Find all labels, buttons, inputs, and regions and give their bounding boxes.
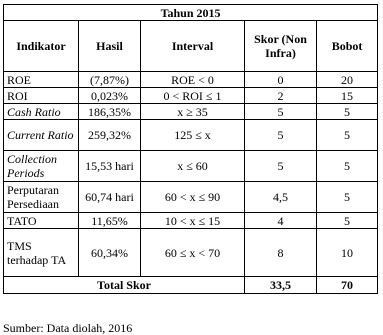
table-header-row (4, 21, 378, 72)
total-label: Total Skor (4, 277, 245, 294)
cell-bobot: 5 (317, 104, 378, 120)
header-interval: Interval (141, 21, 245, 72)
cell-hasil: 259,32% (79, 120, 141, 151)
table-title: Tahun 2015 (4, 5, 378, 21)
cell-interval: 60 < x ≤ 90 (141, 182, 245, 213)
table-row (4, 104, 378, 120)
cell-bobot: 5 (317, 151, 378, 182)
cell-skor: 2 (245, 88, 317, 104)
cell-skor: 8 (245, 229, 317, 277)
cell-interval: x ≥ 35 (141, 104, 245, 120)
cell-bobot: 5 (317, 213, 378, 229)
cell-bobot: 10 (317, 229, 378, 277)
cell-interval: x ≤ 60 (141, 151, 245, 182)
cell-indikator: TATO (4, 213, 79, 229)
cell-hasil: 0,023% (79, 88, 141, 104)
score-table (3, 4, 378, 294)
cell-hasil: 60,74 hari (79, 182, 141, 213)
source-note: Sumber: Data diolah, 2016 (3, 321, 133, 335)
cell-interval: 125 ≤ x (141, 120, 245, 151)
total-bobot: 70 (317, 277, 378, 294)
cell-indikator: Perputaran Persediaan (4, 182, 79, 213)
cell-hasil: 186,35% (79, 104, 141, 120)
cell-hasil: 60,34% (79, 229, 141, 277)
cell-hasil: (7,87%) (79, 72, 141, 88)
cell-bobot: 15 (317, 88, 378, 104)
cell-skor: 0 (245, 72, 317, 88)
cell-hasil: 15,53 hari (79, 151, 141, 182)
table-row (4, 229, 378, 277)
cell-interval: 60 ≤ x < 70 (141, 229, 245, 277)
cell-interval: ROE < 0 (141, 72, 245, 88)
table-row (4, 88, 378, 104)
cell-indikator: Current Ratio (4, 120, 79, 151)
cell-skor: 4,5 (245, 182, 317, 213)
table-row (4, 120, 378, 151)
cell-skor: 5 (245, 151, 317, 182)
header-skor: Skor (Non Infra) (245, 21, 317, 72)
cell-indikator: Cash Ratio (4, 104, 79, 120)
table-row (4, 213, 378, 229)
cell-indikator: ROE (4, 72, 79, 88)
cell-bobot: 5 (317, 182, 378, 213)
cell-indikator: ROI (4, 88, 79, 104)
table-row (4, 182, 378, 213)
cell-indikator: Collection Periods (4, 151, 79, 182)
cell-indikator: TMS terhadap TA (4, 229, 79, 277)
cell-bobot: 5 (317, 120, 378, 151)
total-skor: 33,5 (245, 277, 317, 294)
cell-hasil: 11,65% (79, 213, 141, 229)
cell-skor: 5 (245, 120, 317, 151)
cell-bobot: 20 (317, 72, 378, 88)
table-row (4, 151, 378, 182)
cell-interval: 0 < ROI ≤ 1 (141, 88, 245, 104)
cell-interval: 10 < x ≤ 15 (141, 213, 245, 229)
table-title-row (4, 5, 378, 21)
cell-skor: 5 (245, 104, 317, 120)
header-indikator: Indikator (4, 21, 79, 72)
header-hasil: Hasil (79, 21, 141, 72)
header-bobot: Bobot (317, 21, 378, 72)
cell-skor: 4 (245, 213, 317, 229)
table-row (4, 72, 378, 88)
total-row (4, 277, 378, 294)
